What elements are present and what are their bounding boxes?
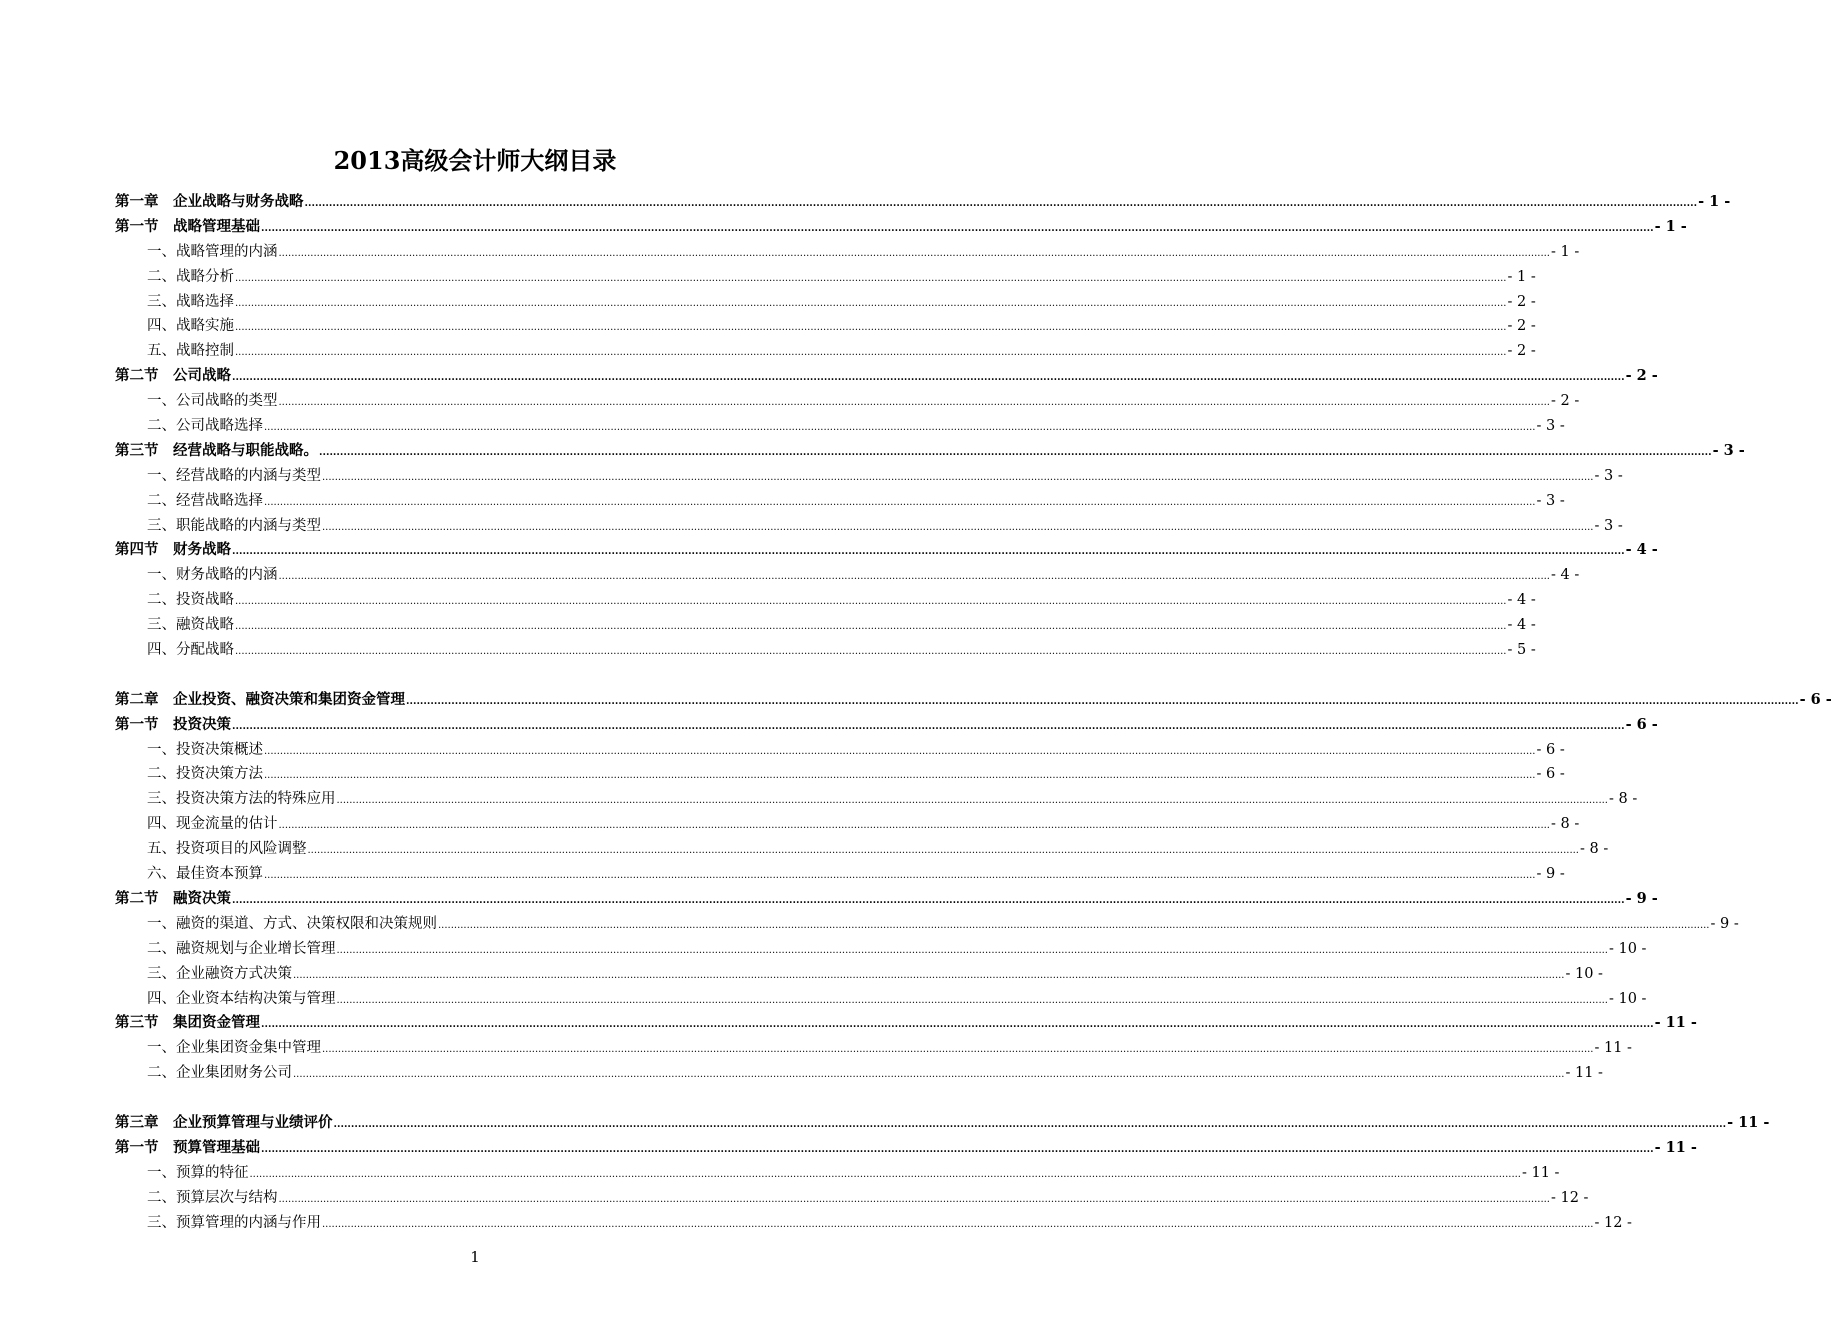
toc-leader-dots: ................................................................................................................................................................................................................................................................................................................................................................................................................ xyxy=(235,347,1507,359)
toc-leader-dots: ................................................................................................................................................................................................................................................................................................................................................................................................................ xyxy=(322,1044,1594,1056)
toc-entry-item[interactable] xyxy=(115,1061,1603,1086)
toc-entry-label: 第一章 企业战略与财务战略 xyxy=(115,193,304,210)
toc-leader-dots: ................................................................................................................................................................................................................................................................................................................................................................................................................ xyxy=(232,546,1625,558)
toc-entry-label: 第二章 企业投资、融资决策和集团资金管理 xyxy=(115,690,405,708)
toc-entry-page: - 10 - xyxy=(1565,965,1603,982)
toc-entry-label: 第一节 投资决策 xyxy=(115,715,231,733)
toc-entry-page: - 1 - xyxy=(1698,193,1731,210)
toc-entry-page: - 8 - xyxy=(1550,816,1580,833)
toc-entry-page: - 6 - xyxy=(1625,715,1658,733)
toc-entry-page: - 3 - xyxy=(1536,492,1565,509)
toc-entry-label: 二、融资规划与企业增长管理 xyxy=(147,940,336,957)
toc-leader-dots: ................................................................................................................................................................................................................................................................................................................................................................................................................ xyxy=(264,770,1536,782)
toc-leader-dots: ................................................................................................................................................................................................................................................................................................................................................................................................................ xyxy=(406,695,1799,707)
document-title: 2013高级会计师大纲目录 xyxy=(333,146,617,175)
toc-leader-dots: ................................................................................................................................................................................................................................................................................................................................................................................................................ xyxy=(235,596,1507,608)
toc-entry-item[interactable] xyxy=(115,613,1536,638)
toc-entry-page: - 2 - xyxy=(1625,367,1658,385)
toc-entry-section[interactable] xyxy=(115,215,1687,240)
toc-entry-page: - 5 - xyxy=(1507,642,1536,659)
toc-entry-label: 第一节 预算管理基础 xyxy=(115,1138,260,1156)
toc-entry-page: - 9 - xyxy=(1625,889,1658,907)
toc-entry-label: 第二节 融资决策 xyxy=(115,889,231,907)
toc-entry-page: - 12 - xyxy=(1594,1214,1632,1231)
toc-leader-dots: ................................................................................................................................................................................................................................................................................................................................................................................................................ xyxy=(264,870,1536,882)
toc-entry-label: 第二节 公司战略 xyxy=(115,367,231,385)
toc-leader-dots: ................................................................................................................................................................................................................................................................................................................................................................................................................ xyxy=(261,1143,1654,1155)
toc-entry-label: 二、预算层次与结构 xyxy=(147,1189,278,1206)
toc-leader-dots: ................................................................................................................................................................................................................................................................................................................................................................................................................ xyxy=(261,222,1654,234)
toc-entry-page: - 11 - xyxy=(1727,1113,1770,1131)
toc-entry-section[interactable] xyxy=(115,1136,1697,1161)
toc-leader-dots: ................................................................................................................................................................................................................................................................................................................................................................................................................ xyxy=(336,795,1608,807)
toc-entry-page: - 6 - xyxy=(1536,766,1565,783)
toc-entry-label: 一、经营战略的内涵与类型 xyxy=(147,467,321,484)
toc-entry-item[interactable] xyxy=(115,240,1580,265)
toc-leader-dots: ................................................................................................................................................................................................................................................................................................................................................................................................................ xyxy=(293,969,1565,981)
toc-entry-item[interactable] xyxy=(115,862,1565,887)
toc-entry-item[interactable] xyxy=(115,762,1565,787)
toc-leader-dots: ................................................................................................................................................................................................................................................................................................................................................................................................................ xyxy=(264,496,1536,508)
toc-entry-page: - 12 - xyxy=(1550,1189,1589,1206)
table-of-contents xyxy=(115,190,1832,1235)
toc-leader-dots: ................................................................................................................................................................................................................................................................................................................................................................................................................ xyxy=(232,894,1625,906)
toc-entry-label: 三、企业融资方式决策 xyxy=(147,965,292,982)
toc-entry-item[interactable] xyxy=(115,987,1647,1012)
toc-spacer xyxy=(115,1086,837,1111)
toc-entry-page: - 1 - xyxy=(1550,243,1580,260)
toc-entry-label: 三、融资战略 xyxy=(147,617,234,634)
toc-leader-dots: ................................................................................................................................................................................................................................................................................................................................................................................................................ xyxy=(278,571,1550,583)
toc-entry-item[interactable] xyxy=(115,937,1647,962)
toc-leader-dots: ................................................................................................................................................................................................................................................................................................................................................................................................................ xyxy=(307,845,1579,857)
toc-entry-label: 二、公司战略选择 xyxy=(147,418,263,435)
toc-entry-item[interactable] xyxy=(115,389,1580,414)
toc-entry-page: - 10 - xyxy=(1608,990,1647,1007)
toc-leader-dots: ................................................................................................................................................................................................................................................................................................................................................................................................................ xyxy=(278,247,1550,259)
toc-entry-page: - 1 - xyxy=(1654,217,1687,235)
toc-entry-label: 一、战略管理的内涵 xyxy=(147,243,278,260)
toc-leader-dots: ................................................................................................................................................................................................................................................................................................................................................................................................................ xyxy=(249,1168,1521,1180)
page-number: 1 xyxy=(470,1248,480,1266)
toc-entry-label: 一、投资决策概述 xyxy=(147,741,263,758)
toc-entry-item[interactable] xyxy=(115,265,1536,290)
toc-entry-page: - 11 - xyxy=(1521,1164,1560,1181)
toc-entry-page: - 3 - xyxy=(1712,441,1745,459)
toc-entry-page: - 11 - xyxy=(1654,1014,1697,1032)
toc-entry-page: - 2 - xyxy=(1550,393,1580,410)
toc-leader-dots: ................................................................................................................................................................................................................................................................................................................................................................................................................ xyxy=(278,397,1550,409)
toc-entry-page: - 3 - xyxy=(1594,467,1623,484)
toc-leader-dots: ................................................................................................................................................................................................................................................................................................................................................................................................................ xyxy=(322,471,1594,483)
toc-entry-item[interactable] xyxy=(115,738,1565,763)
toc-entry-item[interactable] xyxy=(115,912,1739,937)
toc-leader-dots: ................................................................................................................................................................................................................................................................................................................................................................................................................ xyxy=(319,446,1712,458)
toc-entry-page: - 8 - xyxy=(1579,841,1609,858)
toc-entry-label: 三、职能战略的内涵与类型 xyxy=(147,517,321,534)
toc-leader-dots: ................................................................................................................................................................................................................................................................................................................................................................................................................ xyxy=(232,372,1625,384)
toc-entry-item[interactable] xyxy=(115,787,1638,812)
toc-entry-item[interactable] xyxy=(115,489,1565,514)
toc-leader-dots: ................................................................................................................................................................................................................................................................................................................................................................................................................ xyxy=(336,944,1608,956)
toc-entry-label: 第三章 企业预算管理与业绩评价 xyxy=(115,1113,333,1131)
toc-entry-page: - 4 - xyxy=(1625,541,1658,559)
toc-entry-page: - 6 - xyxy=(1536,741,1565,758)
toc-entry-page: - 6 - xyxy=(1799,690,1832,708)
toc-entry-item[interactable] xyxy=(115,339,1536,364)
toc-entry-label: 一、公司战略的类型 xyxy=(147,393,278,410)
toc-entry-label: 第三节 经营战略与职能战略。 xyxy=(115,441,318,459)
toc-entry-page: - 11 - xyxy=(1594,1040,1632,1057)
toc-leader-dots: ................................................................................................................................................................................................................................................................................................................................................................................................................ xyxy=(438,919,1710,931)
toc-entry-chapter[interactable] xyxy=(115,688,1832,713)
toc-entry-label: 一、预算的特征 xyxy=(147,1164,249,1181)
toc-entry-page: - 4 - xyxy=(1507,617,1536,634)
toc-entry-item[interactable] xyxy=(115,314,1536,339)
toc-leader-dots: ................................................................................................................................................................................................................................................................................................................................................................................................................ xyxy=(235,322,1507,334)
toc-entry-page: - 8 - xyxy=(1608,791,1638,808)
toc-leader-dots: ................................................................................................................................................................................................................................................................................................................................................................................................................ xyxy=(304,198,1698,209)
toc-leader-dots: ................................................................................................................................................................................................................................................................................................................................................................................................................ xyxy=(235,646,1507,658)
toc-entry-chapter[interactable] xyxy=(115,190,1731,215)
toc-entry-item[interactable] xyxy=(115,464,1623,489)
toc-entry-page: - 1 - xyxy=(1507,268,1536,285)
toc-entry-page: - 3 - xyxy=(1536,418,1565,435)
toc-entry-item[interactable] xyxy=(115,837,1609,862)
toc-entry-label: 三、投资决策方法的特殊应用 xyxy=(147,791,336,808)
toc-leader-dots: ................................................................................................................................................................................................................................................................................................................................................................................................................ xyxy=(278,820,1550,832)
toc-entry-section[interactable] xyxy=(115,439,1745,464)
toc-leader-dots: ................................................................................................................................................................................................................................................................................................................................................................................................................ xyxy=(235,272,1507,284)
toc-entry-chapter[interactable] xyxy=(115,1111,1770,1136)
toc-entry-item[interactable] xyxy=(115,1036,1632,1061)
toc-entry-page: - 11 - xyxy=(1565,1065,1603,1082)
toc-entry-item[interactable] xyxy=(115,638,1536,663)
toc-leader-dots: ................................................................................................................................................................................................................................................................................................................................................................................................................ xyxy=(333,1118,1727,1130)
toc-entry-label: 二、战略分析 xyxy=(147,268,234,285)
toc-entry-item[interactable] xyxy=(115,563,1580,588)
toc-leader-dots: ................................................................................................................................................................................................................................................................................................................................................................................................................ xyxy=(336,994,1608,1006)
toc-entry-label: 五、战略控制 xyxy=(147,343,234,360)
toc-leader-dots: ................................................................................................................................................................................................................................................................................................................................................................................................................ xyxy=(264,745,1536,757)
toc-entry-item[interactable] xyxy=(115,1186,1589,1211)
toc-entry-page: - 3 - xyxy=(1594,517,1623,534)
toc-leader-dots: ................................................................................................................................................................................................................................................................................................................................................................................................................ xyxy=(264,422,1536,434)
toc-entry-label: 三、预算管理的内涵与作用 xyxy=(147,1214,321,1231)
toc-entry-item[interactable] xyxy=(115,588,1536,613)
toc-entry-label: 一、融资的渠道、方式、决策权限和决策规则 xyxy=(147,915,437,932)
toc-entry-section[interactable] xyxy=(115,887,1658,912)
toc-leader-dots: ................................................................................................................................................................................................................................................................................................................................................................................................................ xyxy=(235,297,1507,309)
toc-entry-label: 四、分配战略 xyxy=(147,642,234,659)
toc-leader-dots: ................................................................................................................................................................................................................................................................................................................................................................................................................ xyxy=(235,621,1507,633)
toc-entry-section[interactable] xyxy=(115,713,1658,738)
toc-entry-label: 一、财务战略的内涵 xyxy=(147,567,278,584)
toc-entry-label: 四、战略实施 xyxy=(147,318,234,335)
toc-entry-section[interactable] xyxy=(115,538,1658,563)
toc-entry-label: 二、经营战略选择 xyxy=(147,492,263,509)
toc-entry-page: - 9 - xyxy=(1536,866,1565,883)
toc-entry-page: - 4 - xyxy=(1507,592,1536,609)
toc-entry-label: 第三节 集团资金管理 xyxy=(115,1014,260,1032)
toc-leader-dots: ................................................................................................................................................................................................................................................................................................................................................................................................................ xyxy=(261,1019,1654,1031)
toc-entry-page: - 2 - xyxy=(1507,293,1536,310)
toc-entry-label: 六、最佳资本预算 xyxy=(147,866,263,883)
toc-entry-page: - 10 - xyxy=(1608,940,1647,957)
toc-entry-label: 二、企业集团财务公司 xyxy=(147,1065,292,1082)
toc-entry-item[interactable] xyxy=(115,514,1623,539)
toc-leader-dots: ................................................................................................................................................................................................................................................................................................................................................................................................................ xyxy=(232,720,1625,732)
toc-entry-label: 第一节 战略管理基础 xyxy=(115,217,260,235)
toc-leader-dots: ................................................................................................................................................................................................................................................................................................................................................................................................................ xyxy=(278,1193,1550,1205)
toc-entry-page: - 2 - xyxy=(1507,343,1536,360)
toc-entry-page: - 11 - xyxy=(1654,1138,1697,1156)
toc-entry-label: 二、投资决策方法 xyxy=(147,766,263,783)
toc-entry-page: - 2 - xyxy=(1507,318,1536,335)
toc-entry-item[interactable] xyxy=(115,812,1580,837)
toc-entry-label: 五、投资项目的风险调整 xyxy=(147,841,307,858)
toc-entry-label: 二、投资战略 xyxy=(147,592,234,609)
toc-entry-label: 一、企业集团资金集中管理 xyxy=(147,1040,321,1057)
toc-entry-item[interactable] xyxy=(115,290,1536,315)
toc-entry-section[interactable] xyxy=(115,364,1658,389)
toc-entry-label: 三、战略选择 xyxy=(147,293,234,310)
toc-entry-item[interactable] xyxy=(115,414,1565,439)
toc-spacer xyxy=(115,663,837,688)
toc-leader-dots: ................................................................................................................................................................................................................................................................................................................................................................................................................ xyxy=(293,1069,1565,1081)
toc-entry-page: - 4 - xyxy=(1550,567,1580,584)
toc-entry-item[interactable] xyxy=(115,1161,1560,1186)
toc-entry-label: 第四节 财务战略 xyxy=(115,541,231,559)
toc-entry-label: 四、企业资本结构决策与管理 xyxy=(147,990,336,1007)
toc-entry-item[interactable] xyxy=(115,1211,1632,1236)
toc-entry-page: - 9 - xyxy=(1710,915,1739,932)
toc-entry-item[interactable] xyxy=(115,962,1603,987)
toc-leader-dots: ................................................................................................................................................................................................................................................................................................................................................................................................................ xyxy=(322,521,1594,533)
toc-entry-label: 四、现金流量的估计 xyxy=(147,816,278,833)
toc-entry-section[interactable] xyxy=(115,1011,1697,1036)
toc-leader-dots: ................................................................................................................................................................................................................................................................................................................................................................................................................ xyxy=(322,1218,1594,1230)
